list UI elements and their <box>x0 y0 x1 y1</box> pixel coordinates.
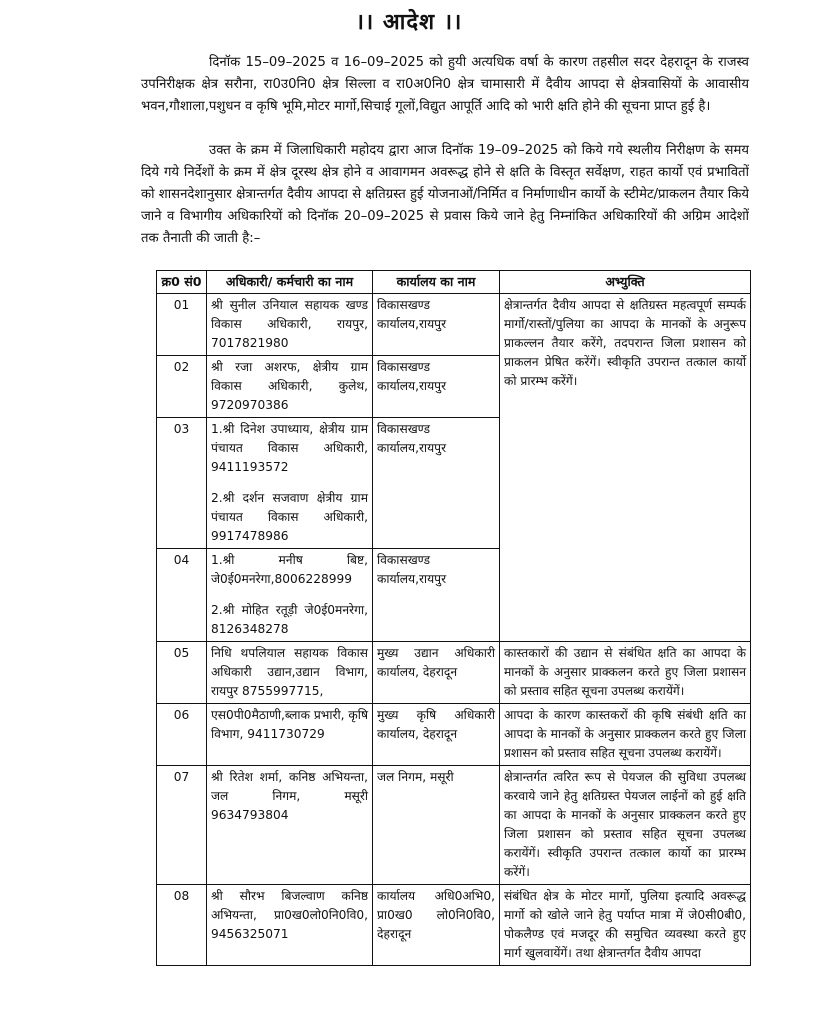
table-row <box>157 885 751 966</box>
table-header-row <box>157 271 751 294</box>
deployment-table <box>156 270 751 966</box>
serial-cell: 04 <box>157 549 207 642</box>
remark-cell: आपदा के कारण कास्तकरों की कृषि संबंधी क्षति का आपदा के मानकों के अनुसार प्राक्कलन करते हुए जिला प्रशासन को प्रस्ताव सहित सूचना उपलब्ध करायेंगें। <box>500 704 751 766</box>
page-cutoff <box>0 1012 818 1024</box>
officer-cell <box>207 294 373 356</box>
remark-cell: क्षेत्रान्तर्गत दैवीय आपदा से क्षतिग्रस्त महत्वपूर्ण सम्पर्क मार्गो/रास्तों/पुलिया का आपदा के मानकों के अनुरूप प्राकल्लन तैयार करेंगे, तदपरान्त जिला प्रशासन को प्राकलन प्रेषित करेंगें। स्वीकृति उपरान्त तत्काल कार्यो को प्रारम्भ करेंगें। <box>500 294 751 642</box>
officer-entry: श्री सुनील उनियाल सहायक खण्ड विकास अधिकारी, रायपुर, 7017821980 <box>211 298 368 350</box>
serial-cell: 01 <box>157 294 207 356</box>
remark-cell: संबंधित क्षेत्र के मोटर मार्गो, पुलिया इत्यादि अवरूद्ध मार्गो को खोले जाने हेतु पर्याप्त मात्रा में जे0सी0बी0, पोकलैण्ड एवं मजदूर की समुचित व्यवस्था करते हुए मार्ग खुलवायेंगें। तथा क्षेत्रान्तर्गत दैवीय आपदा <box>500 885 751 966</box>
office-cell: मुख्य कृषि अधिकारी कार्यालय, देहरादून <box>373 704 500 766</box>
officer-entry: श्री रितेश शर्मा, कनिष्ठ अभियन्ता, जल निगम, मसूरी 9634793804 <box>211 770 368 822</box>
officer-entry: 2.श्री दर्शन सजवाण क्षेत्रीय ग्राम पंचायत विकास अधिकारी, 9917478986 <box>211 491 368 543</box>
table-row <box>157 704 751 766</box>
header-office: कार्यालय का नाम <box>373 271 500 294</box>
office-cell: विकासखण्ड कार्यालय,रायपुर <box>373 549 500 642</box>
officer-cell <box>207 704 373 766</box>
officer-entry: 1.श्री दिनेश उपाध्याय, क्षेत्रीय ग्राम पंचायत विकास अधिकारी, 9411193572 <box>211 422 368 474</box>
officer-entry: एस0पी0मैठाणी,ब्लाक प्रभारी, कृषि विभाग, 9411730729 <box>211 708 368 741</box>
serial-cell: 08 <box>157 885 207 966</box>
remark-cell: कास्तकारों की उद्यान से संबंधित क्षति का आपदा के मानकों के अनुसार प्राक्कलन करते हुए जिला प्रशासन को प्रस्ताव सहित सूचना उपलब्ध करायेंगें। <box>500 642 751 704</box>
officer-entry: 2.श्री मोहित रतूड़ी जे0ई0मनरेगा, 8126348278 <box>211 603 368 636</box>
serial-cell: 07 <box>157 766 207 885</box>
officer-cell <box>207 766 373 885</box>
office-cell: विकासखण्ड कार्यालय,रायपुर <box>373 294 500 356</box>
table-row <box>157 294 751 356</box>
header-officer: अधिकारी/ कर्मचारी का नाम <box>207 271 373 294</box>
office-cell: विकासखण्ड कार्यालय,रायपुर <box>373 356 500 418</box>
paragraph-intro: दिनॉक 15–09–2025 व 16–09–2025 को हुयी अत्यधिक वर्षा के कारण तहसील सदर देहरादून के राजस्व उपनिरीक्षक क्षेत्र सरौना, रा0उ0नि0 क्षेत्र सिल्ला व रा0अ0नि0 क्षेत्र चामासारी में दैवीय आपदा से क्षेत्रवासियों के आवासीय भवन,गौशाला,पशुधन व कृषि भूमि,मोटर मार्गो,सिचाई गूलों,विद्युत आपूर्ति आदि को भारी क्षति होने की सूचना प्राप्त हुई है। <box>141 55 749 114</box>
officer-entry: निधि थपलियाल सहायक विकास अधिकारी उद्यान,उद्यान विभाग, रायपुर 8755997715, <box>211 646 368 698</box>
remark-cell: क्षेत्रान्तर्गत त्वरित रूप से पेयजल की सुविधा उपलब्ध करवाये जाने हेतु क्षतिग्रस्त पेयजल लाईनों को हुई क्षति का आपदा के मानकों के अनुसार प्राक्कलन करते हुए जिला प्रशासन को प्रस्ताव सहित सूचना उपलब्ध करायेंगें। स्वीकृति उपरान्त तत्काल कार्यो का प्रारम्भ करेंगें। <box>500 766 751 885</box>
paragraph-directive: उक्त के क्रम में जिलाधिकारी महोदय द्वारा आज दिनॉक 19–09–2025 को किये गये स्थलीय निरीक्षण के समय दिये गये निर्देशों के क्रम में क्षेत्र दूरस्थ क्षेत्र होने व आवागमन अवरूद्ध होने से क्षति के विस्तृत सर्वेक्षण, राहत कार्यो एवं प्रभावितों को शासनदेशानुसार क्षेत्रान्तर्गत दैवीय आपदा से क्षतिग्रस्त हुई योजनाओं/निर्मित व निर्माणाधीन कार्यो के स्टीमेट/प्राकलन तैयार किये जाने व विभागीय अधिकारियों को दिनॉक 20–09–2025 से प्रवास किये जाने हेतु निम्नांकित अधिकारियों की अग्रिम आदेशों तक तैनाती की जाती है:– <box>141 143 749 246</box>
page-title: ।। आदेश ।। <box>355 10 463 35</box>
header-remark: अभ्युक्ति <box>500 271 751 294</box>
header-serial: क्र0 सं0 <box>157 271 207 294</box>
officer-cell <box>207 418 373 549</box>
officer-cell <box>207 885 373 966</box>
office-cell: कार्यालय अधि0अभि0, प्रा0ख0 लो0नि0वि0, देहरादून <box>373 885 500 966</box>
officer-cell <box>207 549 373 642</box>
table-row <box>157 766 751 885</box>
office-cell: विकासखण्ड कार्यालय,रायपुर <box>373 418 500 549</box>
office-cell: मुख्य उद्यान अधिकारी कार्यालय, देहरादून <box>373 642 500 704</box>
table-row <box>157 642 751 704</box>
officer-entry: 1.श्री मनीष बिष्ट, जे0ई0मनरेगा,8006228999 <box>211 553 368 586</box>
office-cell: जल निगम, मसूरी <box>373 766 500 885</box>
serial-cell: 02 <box>157 356 207 418</box>
officer-cell <box>207 642 373 704</box>
serial-cell: 03 <box>157 418 207 549</box>
officer-entry: श्री सौरभ बिजल्वाण कनिष्ठ अभियन्ता, प्रा0ख0लो0नि0वि0, 9456325071 <box>211 889 368 941</box>
officer-entry: श्री रजा अशरफ, क्षेत्रीय ग्राम विकास अधिकारी, कुलेथ, 9720970386 <box>211 360 368 412</box>
officer-cell <box>207 356 373 418</box>
serial-cell: 05 <box>157 642 207 704</box>
serial-cell: 06 <box>157 704 207 766</box>
